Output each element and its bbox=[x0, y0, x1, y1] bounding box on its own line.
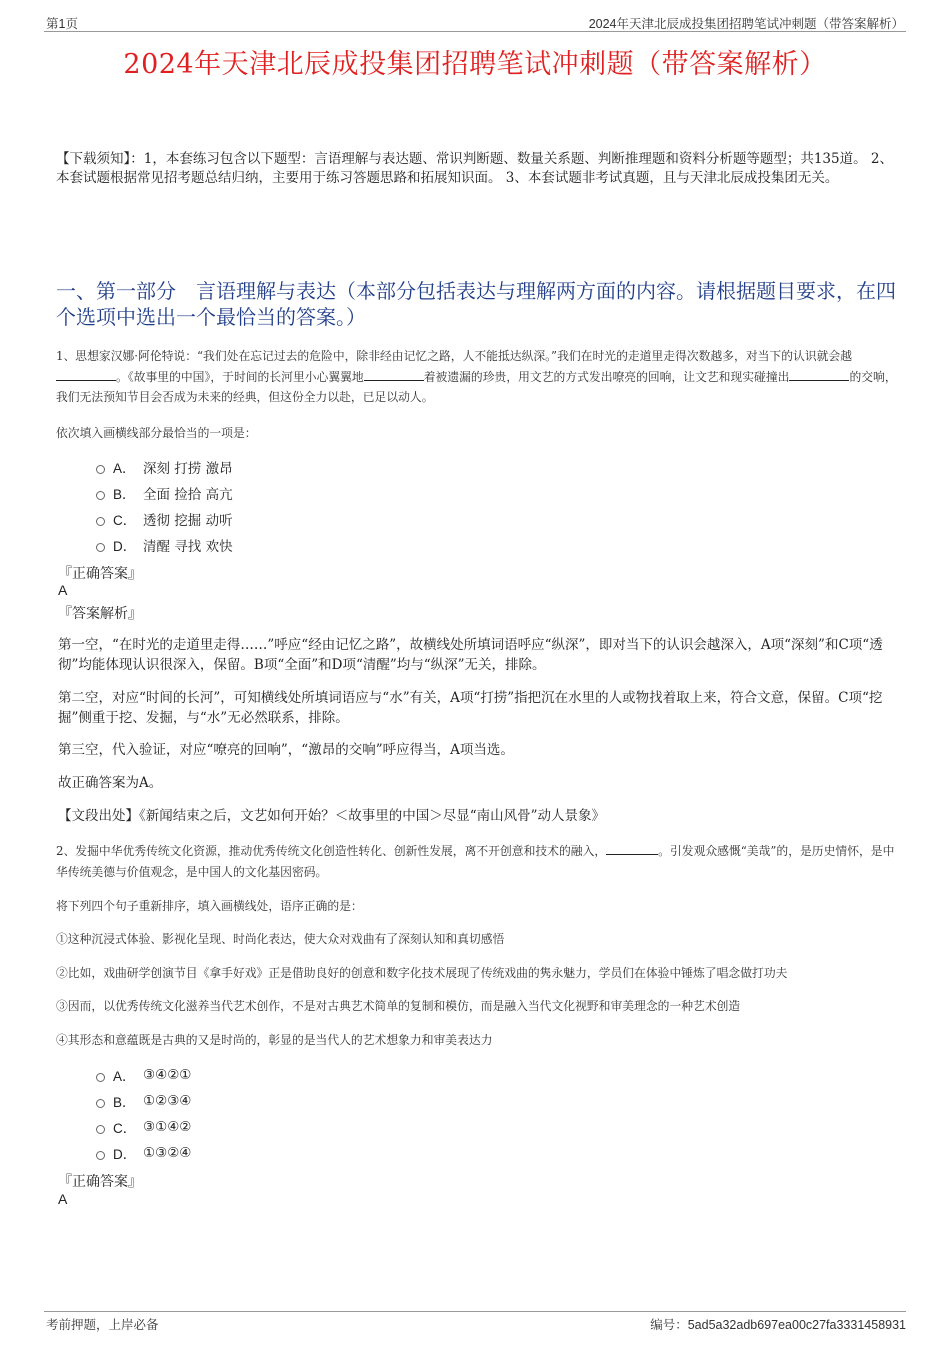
fill-blank bbox=[56, 369, 116, 381]
q2-sentence-3: ③因而，以优秀传统文化滋养当代艺术创作，不是对古典艺术简单的复制和模仿，而是融入当代文化视野和审美理念的一种艺术创造 bbox=[56, 999, 741, 1013]
q1-answer: A bbox=[58, 582, 68, 598]
page-number: 第1页 bbox=[46, 17, 78, 31]
q2-sentence-2: ②比如，戏曲研学创演节目《拿手好戏》正是借助良好的创意和数字化技术展现了传统戏曲的隽永魅力，学员们在体验中锤炼了唱念做打功夫 bbox=[56, 966, 788, 980]
q1-analysis-paragraph-4: 故正确答案为A。 bbox=[58, 775, 163, 791]
q1-instruction: 依次填入画横线部分最恰当的一项是： bbox=[56, 426, 257, 440]
radio-icon[interactable] bbox=[96, 465, 105, 474]
header-doc-title: 2024年天津北辰成投集团招聘笔试冲刺题（带答案解析） bbox=[588, 17, 904, 31]
q1-stem-part-d: 的交响，我们无法预知节目会否成为未来的经典，但这份全力以赴，已足以动人。 bbox=[56, 369, 897, 404]
q2-answer-label: 『正确答案』 bbox=[58, 1174, 142, 1190]
download-notice: 【下载须知】：1，本套练习包含以下题型：言语理解与表达题、常识判断题、数量关系题、判断推理题和资料分析题等题型；共135道。 2、本套试题根据常见招考题总结归纳，主要用于练习答题思路和拓展知识面。 3、本套试题非考试真题，且与天津北辰成投集团无关。 bbox=[56, 151, 893, 186]
q2-option-b[interactable]: B． ①②③④ bbox=[96, 1091, 191, 1111]
page-title: 2024年天津北辰成投集团招聘笔试冲刺题（带答案解析） bbox=[123, 49, 827, 80]
q2-stem-part-b: 。引发观众感慨“美哉”的，是历史情怀，是中华传统美德与价值观念，是中国人的文化基因密码。 bbox=[56, 844, 895, 879]
q1-analysis-paragraph-3: 第三空，代入验证，对应“嘹亮的回响”，“激昂的交响”呼应得当，A项当选。 bbox=[58, 742, 514, 758]
question-1-stem bbox=[56, 346, 906, 408]
q1-stem-part-c: 着被遗漏的珍贵，用文艺的方式发出嘹亮的回响，让文艺和现实碰撞出 bbox=[423, 369, 790, 384]
footer-doc-id: 编号：5ad5a32adb697ea00c27fa3331458931 bbox=[650, 1318, 906, 1332]
q1-analysis-label: 『答案解析』 bbox=[58, 606, 142, 622]
q1-option-d[interactable]: D． 清醒 寻找 欢快 bbox=[96, 535, 233, 555]
section-heading: 一、第一部分 言语理解与表达（本部分包括表达与理解两方面的内容。请根据题目要求，在四个选项中选出一个最恰当的答案。） bbox=[56, 279, 896, 329]
q2-stem-part-a: 2、发掘中华优秀传统文化资源，推动优秀传统文化创造性转化、创新性发展，离不开创意和技术的融入， bbox=[56, 844, 607, 858]
header-divider bbox=[44, 31, 906, 32]
q2-option-a[interactable]: A． ③④②① bbox=[96, 1065, 191, 1085]
q1-option-c[interactable]: C． 透彻 挖掘 动听 bbox=[96, 509, 233, 529]
q1-option-b[interactable]: B． 全面 捡拾 高亢 bbox=[96, 483, 233, 503]
q1-analysis-paragraph-1: 第一空，“在时光的走道里走得……”呼应“经由记忆之路”，故横线处所填词语呼应“纵深”，即对当下的认识会越深入，A项“深刻”和C项“透彻”均能体现认识很深入，保留。B项“全面”和D项“清醒”均与“纵深”无关，排除。 bbox=[58, 637, 883, 673]
q1-source: 【文段出处】《新闻结束之后，文艺如何开始？＜故事里的中国＞尽显“南山风骨”动人景象》 bbox=[58, 808, 606, 824]
footer-divider bbox=[44, 1311, 906, 1312]
fill-blank bbox=[364, 369, 424, 381]
radio-icon[interactable] bbox=[96, 491, 105, 500]
footer-slogan: 考前押题，上岸必备 bbox=[46, 1318, 159, 1332]
radio-icon[interactable] bbox=[96, 1151, 105, 1160]
q1-stem-part-b: 。《故事里的中国》，于时间的长河里小心翼翼地 bbox=[116, 369, 364, 384]
q2-answer: A bbox=[58, 1191, 68, 1207]
radio-icon[interactable] bbox=[96, 543, 105, 552]
q1-stem-part-a: 1、思想家汉娜·阿伦特说：“我们处在忘记过去的危险中，除非经由记忆之路，人不能抵达纵深。”我们在时光的走道里走得次数越多，对当下的认识就会越 bbox=[56, 349, 853, 363]
radio-icon[interactable] bbox=[96, 517, 105, 526]
radio-icon[interactable] bbox=[96, 1125, 105, 1134]
q2-instruction: 将下列四个句子重新排序，填入画横线处，语序正确的是： bbox=[56, 899, 363, 913]
q2-sentence-4: ④其形态和意蕴既是古典的又是时尚的，彰显的是当代人的艺术想象力和审美表达力 bbox=[56, 1033, 493, 1047]
q1-answer-label: 『正确答案』 bbox=[58, 566, 142, 582]
q2-option-c[interactable]: C． ③①④② bbox=[96, 1117, 191, 1137]
fill-blank bbox=[606, 843, 658, 855]
q2-option-d[interactable]: D． ①③②④ bbox=[96, 1143, 191, 1163]
q2-sentence-1: ①这种沉浸式体验、影视化呈现、时尚化表达，使大众对戏曲有了深刻认知和真切感悟 bbox=[56, 932, 505, 946]
fill-blank bbox=[789, 369, 849, 381]
radio-icon[interactable] bbox=[96, 1099, 105, 1108]
question-2-stem bbox=[56, 841, 906, 882]
radio-icon[interactable] bbox=[96, 1073, 105, 1082]
q1-option-a[interactable]: A． 深刻 打捞 激昂 bbox=[96, 457, 233, 477]
q1-analysis-paragraph-2: 第二空，对应“时间的长河”，可知横线处所填词语应与“水”有关，A项“打捞”指把沉在水里的人或物找着取上来，符合文意，保留。C项“挖掘”侧重于挖、发掘，与“水”无必然联系，排除。 bbox=[58, 690, 883, 726]
